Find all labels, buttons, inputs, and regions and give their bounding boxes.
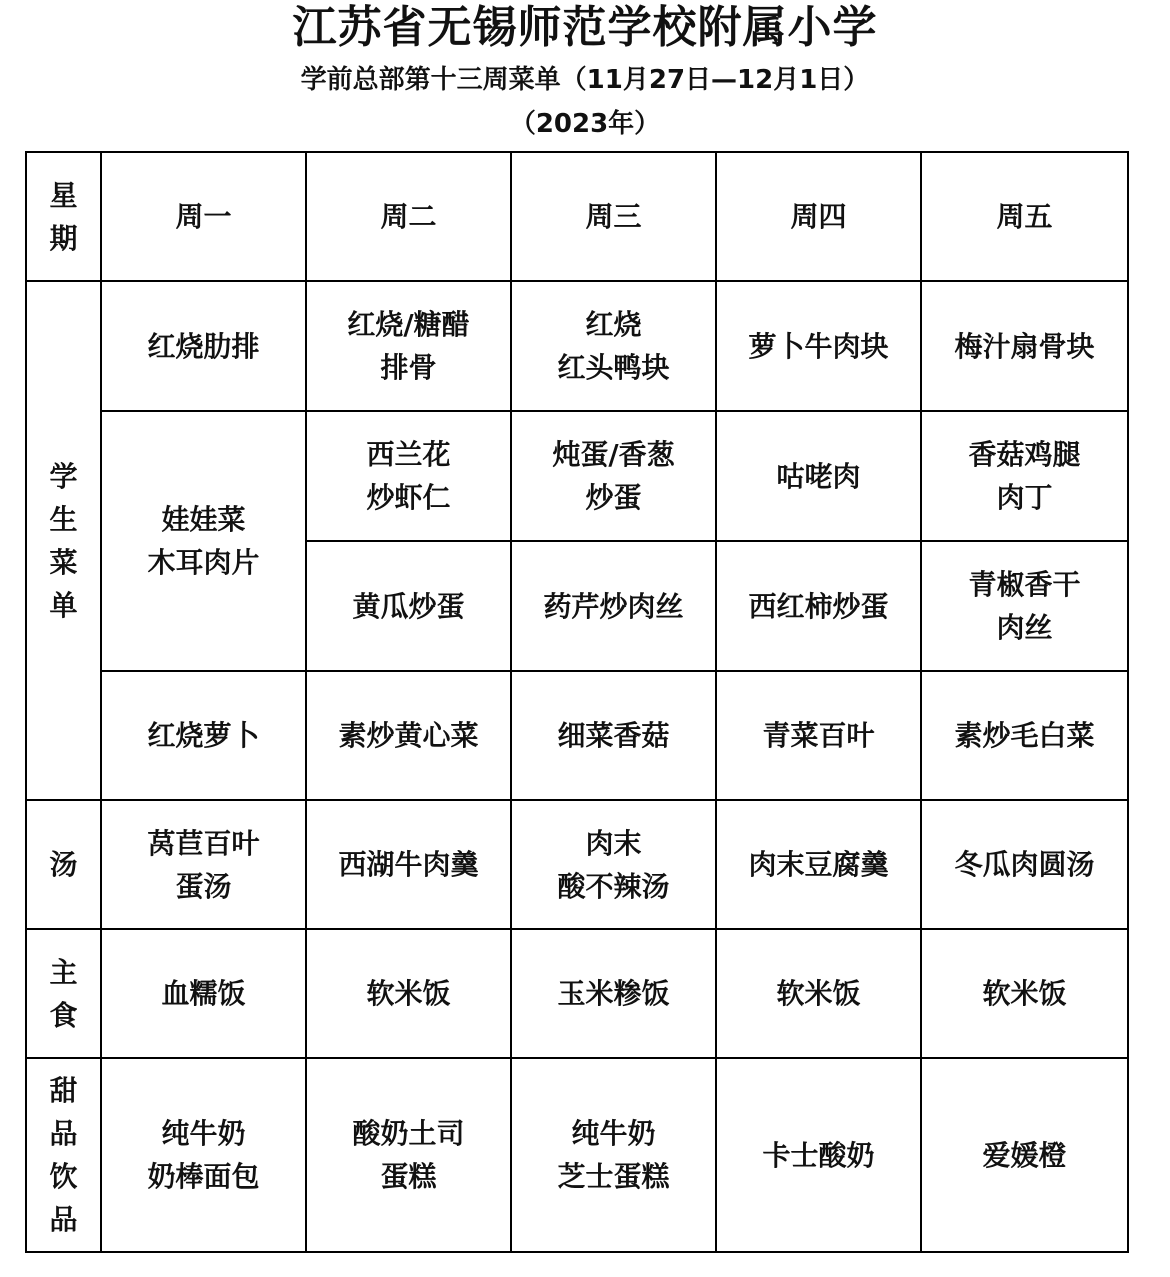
dish-cell xyxy=(921,1058,1128,1252)
dish-cell xyxy=(511,411,716,541)
menu-table xyxy=(25,151,1129,1253)
vegetable-row xyxy=(26,671,1128,800)
dish-name: 炒虾仁 xyxy=(366,481,451,514)
dish-name: 梅汁扇骨块 xyxy=(954,329,1095,363)
category-char: 汤 xyxy=(49,848,78,881)
dessert-category xyxy=(26,1058,101,1252)
dish-cell xyxy=(306,671,511,800)
dish-name: 肉末 xyxy=(585,826,642,860)
category-char: 品 xyxy=(49,1117,78,1150)
dish-cell xyxy=(101,1058,306,1252)
dish-name: 软米饭 xyxy=(366,977,451,1010)
dish-cell xyxy=(511,671,716,800)
dish-cell xyxy=(716,800,921,929)
dish-name: 素炒黄心菜 xyxy=(338,719,479,752)
dish-name: 排骨 xyxy=(380,351,437,384)
dish-cell xyxy=(511,929,716,1058)
category-char: 主 xyxy=(49,955,78,989)
page-title: 江苏省无锡师范学校附属小学 xyxy=(292,2,878,53)
dish-cell xyxy=(306,281,511,411)
day-header-friday: 周五 xyxy=(921,152,1128,281)
dish-name: 炒蛋 xyxy=(585,481,642,514)
dish-cell xyxy=(511,800,716,929)
dish-name: 肉丁 xyxy=(996,481,1053,514)
menu-subtitle: 学前总部第十三周菜单（11月27日—12月1日） xyxy=(300,65,870,95)
dish-cell xyxy=(306,1058,511,1252)
dish-name: 青椒香干 xyxy=(968,568,1081,601)
dish-name: 软米饭 xyxy=(776,977,861,1010)
dish-cell xyxy=(306,411,511,541)
dish-name: 木耳肉片 xyxy=(147,546,260,579)
dish-name: 肉末豆腐羹 xyxy=(748,848,889,881)
dish-name: 红烧肋排 xyxy=(147,329,260,363)
dish-cell xyxy=(921,929,1128,1058)
dish-cell xyxy=(101,671,306,800)
dish-name: 玉米糁饭 xyxy=(557,977,670,1010)
dish-name: 红烧 xyxy=(585,308,642,341)
dish-name: 芝士蛋糕 xyxy=(557,1160,670,1193)
dish-name: 西兰花 xyxy=(366,438,451,471)
dish-cell xyxy=(306,929,511,1058)
dish-name: 萝卜牛肉块 xyxy=(748,329,889,363)
dish-name: 红烧/糖醋 xyxy=(347,308,470,341)
menu-year: （2023年） xyxy=(509,109,661,139)
dish-name: 红烧萝卜 xyxy=(147,719,260,752)
dish-name: 西湖牛肉羹 xyxy=(338,848,479,881)
dish-cell xyxy=(101,411,306,671)
dish-name: 软米饭 xyxy=(982,977,1067,1010)
dish-name: 炖蛋/香葱 xyxy=(552,438,675,471)
dish-name: 西红柿炒蛋 xyxy=(748,589,889,623)
category-char: 品 xyxy=(49,1203,78,1236)
dish-name: 药芹炒肉丝 xyxy=(543,589,684,623)
dish-cell xyxy=(101,281,306,411)
dish-name: 娃娃菜 xyxy=(161,503,246,536)
dish-name: 香菇鸡腿 xyxy=(968,438,1081,471)
dish-name: 红头鸭块 xyxy=(557,351,670,384)
week-label-char: 星 xyxy=(49,178,78,212)
dish-cell xyxy=(716,411,921,541)
dish-name: 酸奶土司 xyxy=(352,1117,465,1150)
main-dish-1-row xyxy=(26,281,1128,411)
dish-name: 卡士酸奶 xyxy=(762,1138,875,1172)
dish-cell xyxy=(716,1058,921,1252)
dish-cell xyxy=(716,929,921,1058)
dish-name: 蛋糕 xyxy=(380,1160,437,1193)
dish-name: 莴苣百叶 xyxy=(147,826,260,860)
dish-name: 奶棒面包 xyxy=(147,1160,260,1193)
category-char: 菜 xyxy=(49,545,78,579)
soup-row xyxy=(26,800,1128,929)
dish-cell xyxy=(511,281,716,411)
week-header-cell xyxy=(26,152,101,281)
dish-name: 素炒毛白菜 xyxy=(954,719,1095,752)
dish-name: 青菜百叶 xyxy=(762,719,875,752)
dish-cell xyxy=(101,929,306,1058)
category-char: 饮 xyxy=(49,1160,78,1193)
dish-name: 冬瓜肉圆汤 xyxy=(954,848,1095,881)
dish-cell xyxy=(716,541,921,671)
dish-cell xyxy=(716,671,921,800)
staple-category xyxy=(26,929,101,1058)
dish-name: 酸不辣汤 xyxy=(557,869,670,903)
staple-row xyxy=(26,929,1128,1058)
dish-cell xyxy=(716,281,921,411)
day-header-monday: 周一 xyxy=(101,152,306,281)
category-char: 学 xyxy=(49,459,78,493)
week-label-char: 期 xyxy=(49,221,78,255)
main-dish-2-row xyxy=(26,411,1128,541)
day-header-wednesday: 周三 xyxy=(511,152,716,281)
dessert-row xyxy=(26,1058,1128,1252)
dish-name: 咕咾肉 xyxy=(776,459,861,493)
dish-name: 黄瓜炒蛋 xyxy=(352,589,465,623)
dish-cell xyxy=(921,541,1128,671)
dish-name: 爱媛橙 xyxy=(982,1138,1067,1172)
student-menu-category xyxy=(26,281,101,800)
dish-name: 蛋汤 xyxy=(175,869,232,903)
header-row xyxy=(26,152,1128,281)
category-char: 甜 xyxy=(49,1074,78,1107)
dish-cell xyxy=(306,800,511,929)
soup-category xyxy=(26,800,101,929)
category-char: 生 xyxy=(49,502,78,536)
category-char: 食 xyxy=(49,998,78,1032)
dish-name: 细菜香菇 xyxy=(557,719,670,752)
dish-name: 纯牛奶 xyxy=(571,1117,656,1150)
dish-name: 血糯饭 xyxy=(161,977,246,1010)
dish-cell xyxy=(921,800,1128,929)
category-char: 单 xyxy=(49,588,78,622)
dish-name: 纯牛奶 xyxy=(161,1117,246,1150)
dish-cell xyxy=(306,541,511,671)
dish-cell xyxy=(921,281,1128,411)
dish-cell xyxy=(511,541,716,671)
dish-cell xyxy=(921,671,1128,800)
dish-name: 肉丝 xyxy=(996,611,1053,644)
dish-cell xyxy=(921,411,1128,541)
day-header-tuesday: 周二 xyxy=(306,152,511,281)
day-header-thursday: 周四 xyxy=(716,152,921,281)
dish-cell xyxy=(511,1058,716,1252)
dish-cell xyxy=(101,800,306,929)
